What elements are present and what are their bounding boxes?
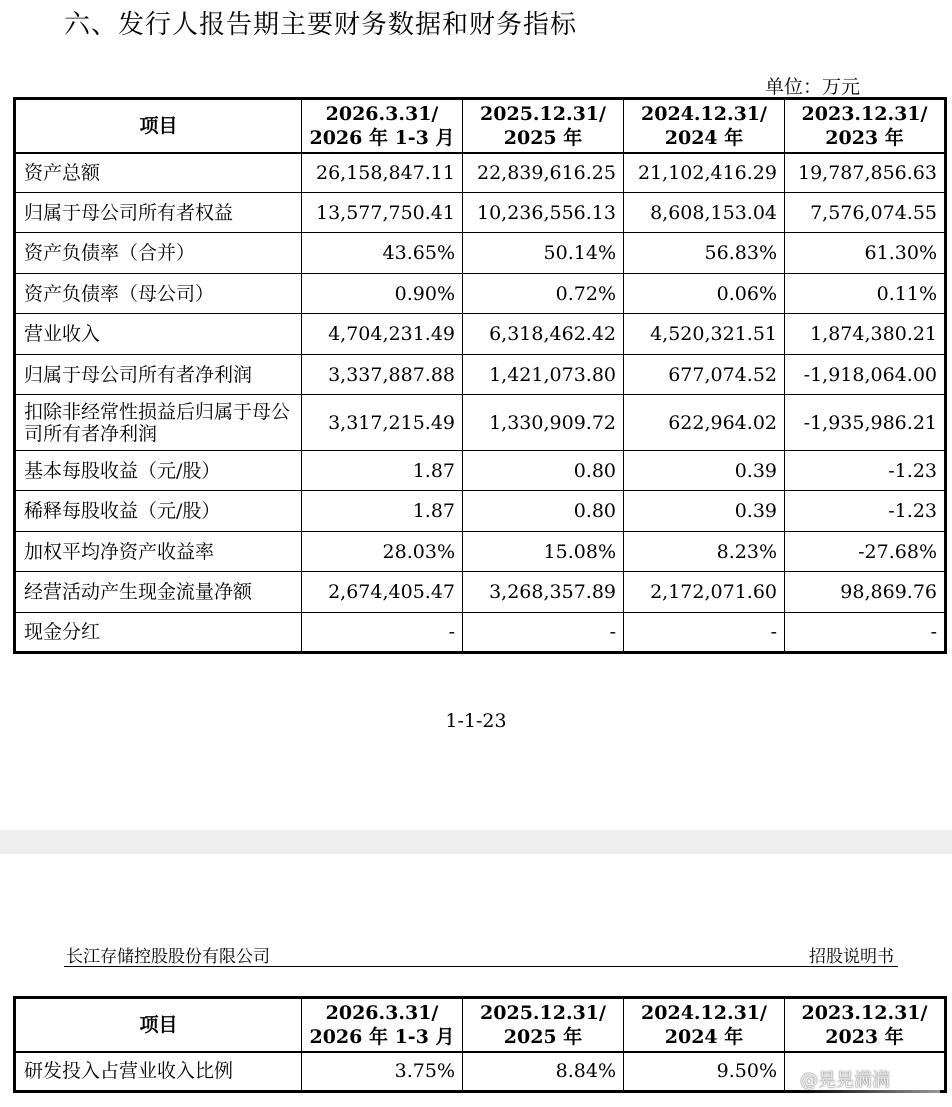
company-name: 长江存储控股股份有限公司: [66, 947, 270, 967]
value-cell: -27.68%: [785, 532, 946, 572]
value-cell: 0.90%: [302, 274, 463, 314]
table-row: [15, 491, 946, 532]
value-cell: 22,839,616.25: [463, 153, 624, 193]
column-header-line: 2025.12.31/: [480, 102, 606, 125]
row-label: 归属于母公司所有者权益: [15, 193, 302, 233]
table-row: [15, 355, 946, 395]
column-header-line: 2026.3.31/: [325, 102, 439, 125]
column-header-line: 2023 年: [825, 1025, 904, 1048]
row-label: 研发投入占营业收入比例: [15, 1052, 302, 1092]
column-header-period: [463, 998, 624, 1052]
value-cell: 8,608,153.04: [624, 193, 785, 233]
value-cell: 0.72%: [463, 274, 624, 314]
value-cell: 3,268,357.89: [463, 572, 624, 613]
column-header-item: [15, 99, 302, 153]
column-header-period: [624, 998, 785, 1052]
value-cell: 13,577,750.41: [302, 193, 463, 233]
value-cell: 0.80: [463, 491, 624, 532]
column-header-period: [302, 998, 463, 1052]
column-header-period: [302, 99, 463, 153]
section-title: 六、发行人报告期主要财务数据和财务指标: [64, 10, 578, 40]
value-cell: 1.87: [302, 451, 463, 491]
value-cell: 1.87: [302, 491, 463, 532]
column-header-period: [785, 998, 946, 1052]
prospectus-page-2: [0, 854, 952, 1107]
page-separator: [0, 830, 952, 854]
column-header-line: 项目: [139, 1013, 178, 1036]
value-cell: 1,330,909.72: [463, 395, 624, 451]
column-header-line: 2024 年: [664, 126, 744, 149]
table-row: [15, 233, 946, 274]
value-cell: -1,918,064.00: [785, 355, 946, 395]
column-header-line: 2026.3.31/: [325, 1001, 439, 1024]
value-cell: -1.23: [785, 491, 946, 532]
column-header-line: 2023.12.31/: [801, 1001, 928, 1024]
value-cell: 2,172,071.60: [624, 572, 785, 613]
column-header-period: [463, 99, 624, 153]
row-label: 基本每股收益（元/股）: [15, 451, 302, 491]
column-header-line: 2025.12.31/: [480, 1001, 606, 1024]
row-label: 归属于母公司所有者净利润: [15, 355, 302, 395]
column-header-item: [15, 998, 302, 1052]
value-cell: 15.08%: [463, 532, 624, 572]
row-label: 现金分红: [15, 613, 302, 653]
value-cell: 2,674,405.47: [302, 572, 463, 613]
value-cell: 3,317,215.49: [302, 395, 463, 451]
row-label: 资产总额: [15, 153, 302, 193]
value-cell: 26,158,847.11: [302, 153, 463, 193]
value-cell: 9.50%: [624, 1052, 785, 1092]
table-row: [15, 613, 946, 653]
table-header: [15, 998, 946, 1052]
column-header-line: 2023.12.31/: [801, 102, 928, 125]
value-cell: 7,576,074.55: [785, 193, 946, 233]
value-cell: -: [302, 613, 463, 653]
value-cell: -1,935,986.21: [785, 395, 946, 451]
value-cell: -: [785, 613, 946, 653]
running-header: [64, 942, 898, 967]
column-header-line: 2026 年 1-3 月: [309, 126, 455, 149]
watermark: @晃晃满满: [800, 1066, 940, 1096]
value-cell: 8.23%: [624, 532, 785, 572]
value-cell: 6,318,462.42: [463, 314, 624, 355]
value-cell: 0.39: [624, 451, 785, 491]
value-cell: 1,874,380.21: [785, 314, 946, 355]
column-header-line: 2026 年 1-3 月: [309, 1025, 455, 1048]
value-cell: 8.84%: [463, 1052, 624, 1092]
unit-label: 单位：万元: [765, 76, 861, 98]
row-label: 资产负债率（母公司）: [15, 274, 302, 314]
column-header-line: 项目: [139, 114, 178, 137]
table-body: [15, 153, 946, 653]
value-cell: 3.75%: [302, 1052, 463, 1092]
row-label: 稀释每股收益（元/股）: [15, 491, 302, 532]
value-cell: 56.83%: [624, 233, 785, 274]
row-label: 经营活动产生现金流量净额: [15, 572, 302, 613]
value-cell: 98,869.76: [785, 572, 946, 613]
row-label: 资产负债率（合并）: [15, 233, 302, 274]
value-cell: 0.39: [624, 491, 785, 532]
value-cell: 4,520,321.51: [624, 314, 785, 355]
table-row: [15, 451, 946, 491]
row-label: 加权平均净资产收益率: [15, 532, 302, 572]
table-row: [15, 572, 946, 613]
column-header-line: 2025 年: [503, 1025, 583, 1048]
value-cell: 1,421,073.80: [463, 355, 624, 395]
column-header-line: 2024.12.31/: [641, 102, 767, 125]
value-cell: 622,964.02: [624, 395, 785, 451]
value-cell: -: [624, 613, 785, 653]
column-header-line: 2024 年: [664, 1025, 744, 1048]
table-row: [15, 153, 946, 193]
value-cell: 3,337,887.88: [302, 355, 463, 395]
value-cell: 28.03%: [302, 532, 463, 572]
value-cell: -: [463, 613, 624, 653]
value-cell: 50.14%: [463, 233, 624, 274]
table-row: [15, 532, 946, 572]
table-header: [15, 99, 946, 153]
column-header-period: [624, 99, 785, 153]
value-cell: 0.80: [463, 451, 624, 491]
value-cell: 10,236,556.13: [463, 193, 624, 233]
column-header-line: 2023 年: [825, 126, 904, 149]
value-cell: 677,074.52: [624, 355, 785, 395]
value-cell: 43.65%: [302, 233, 463, 274]
column-header-line: 2025 年: [503, 126, 583, 149]
value-cell: 61.30%: [785, 233, 946, 274]
page-number: 1-1-23: [445, 710, 507, 732]
value-cell: 0.06%: [624, 274, 785, 314]
value-cell: 21,102,416.29: [624, 153, 785, 193]
document-type: 招股说明书: [809, 947, 894, 967]
value-cell: 0.11%: [785, 274, 946, 314]
table-row: [15, 395, 946, 451]
row-label: 营业收入: [15, 314, 302, 355]
value-cell: -1.23: [785, 451, 946, 491]
financial-data-table: [13, 97, 947, 654]
column-header-line: 2024.12.31/: [641, 1001, 767, 1024]
table-row: [15, 193, 946, 233]
table-row: [15, 314, 946, 355]
value-cell: 19,787,856.63: [785, 153, 946, 193]
value-cell: 4,704,231.49: [302, 314, 463, 355]
column-header-period: [785, 99, 946, 153]
row-label: 扣除非经常性损益后归属于母公司所有者净利润: [15, 395, 302, 451]
table-row: [15, 274, 946, 314]
